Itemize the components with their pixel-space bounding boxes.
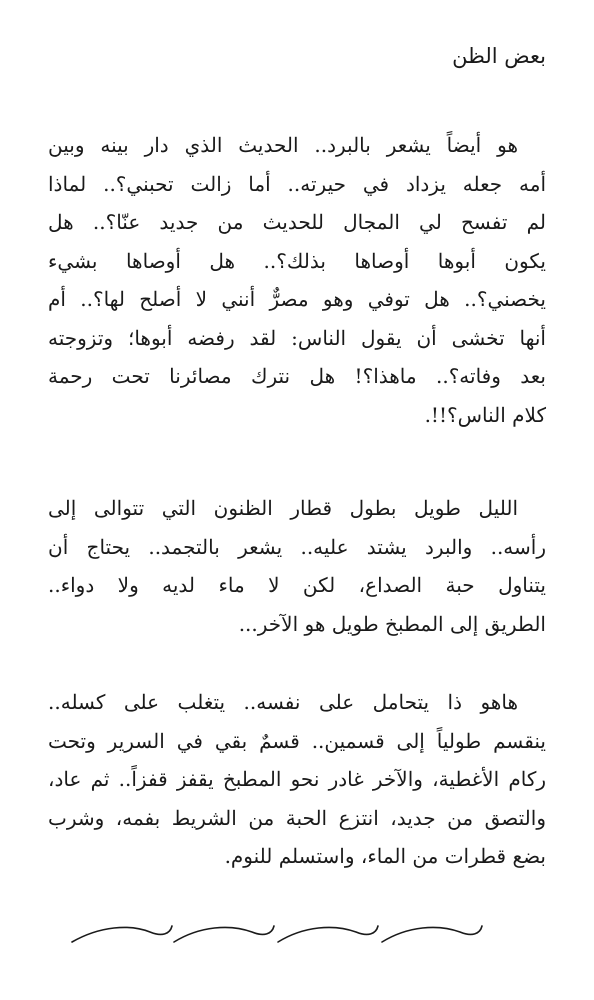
text-line: الطريق إلى المطبخ طويل هو الآخر... — [238, 611, 546, 636]
flourish-stroke — [72, 926, 172, 942]
text-line: أنها تخشى أن يقول الناس: لقد رفضه أبوها؛ وتزوجته — [48, 325, 546, 350]
flourish-stroke — [382, 926, 482, 942]
text-line: هاهو ذا يتحامل على نفسه.. يتغلب على كسله.. — [48, 690, 518, 714]
paragraph-2 — [48, 489, 546, 643]
text-line: يخصني؟.. هل توفي وهو مصرٌّ أنني لا أصلح لها؟.. أم — [48, 287, 546, 311]
chapter-heading: بعض الظن — [452, 44, 546, 68]
section-divider-flourish — [70, 908, 540, 958]
text-line: بعد وفاته؟.. ماهذا؟! هل نترك مصائرنا تحت رحمة — [48, 364, 546, 388]
flourish-stroke — [278, 926, 378, 942]
text-line: والتصق من جديد، انتزع الحبة من الشريط بفمه، وشرب — [48, 805, 546, 830]
text-line: ينقسم طولياً إلى قسمين.. قسمٌ بقي في السرير وتحت — [48, 728, 546, 753]
text-line: ركام الأغطية، والآخر غادر نحو المطبخ يقفز قفزاً.. ثم عاد، — [48, 767, 546, 791]
text-line: يكون أبوها أوصاها بذلك؟.. هل أوصاها بشيء — [48, 248, 546, 273]
text-line: هو أيضاً يشعر بالبرد.. الحديث الذي دار بينه وبين — [48, 133, 518, 157]
text-line: بضع قطرات من الماء، واستسلم للنوم. — [224, 844, 546, 868]
flourish-stroke — [174, 926, 274, 942]
text-line: كلام الناس؟!!. — [424, 402, 546, 427]
paragraph-3 — [48, 683, 546, 876]
text-line: لم تفسح لي المجال للحديث من جديد عنّا؟.. هل — [48, 210, 546, 234]
text-line: رأسه.. والبرد يشتد عليه.. يشعر بالتجمد.. يحتاج أن — [48, 534, 546, 559]
text-line: الليل طويل بطول قطار الظنون التي تتوالى إلى — [48, 496, 518, 520]
paragraph-1 — [48, 126, 546, 434]
text-line: أمه جعله يزداد في حيرته.. أما زالت تحبني؟.. لماذا — [48, 171, 546, 196]
text-line: يتناول حبة الصداع، لكن لا ماء لديه ولا دواء.. — [48, 573, 546, 597]
